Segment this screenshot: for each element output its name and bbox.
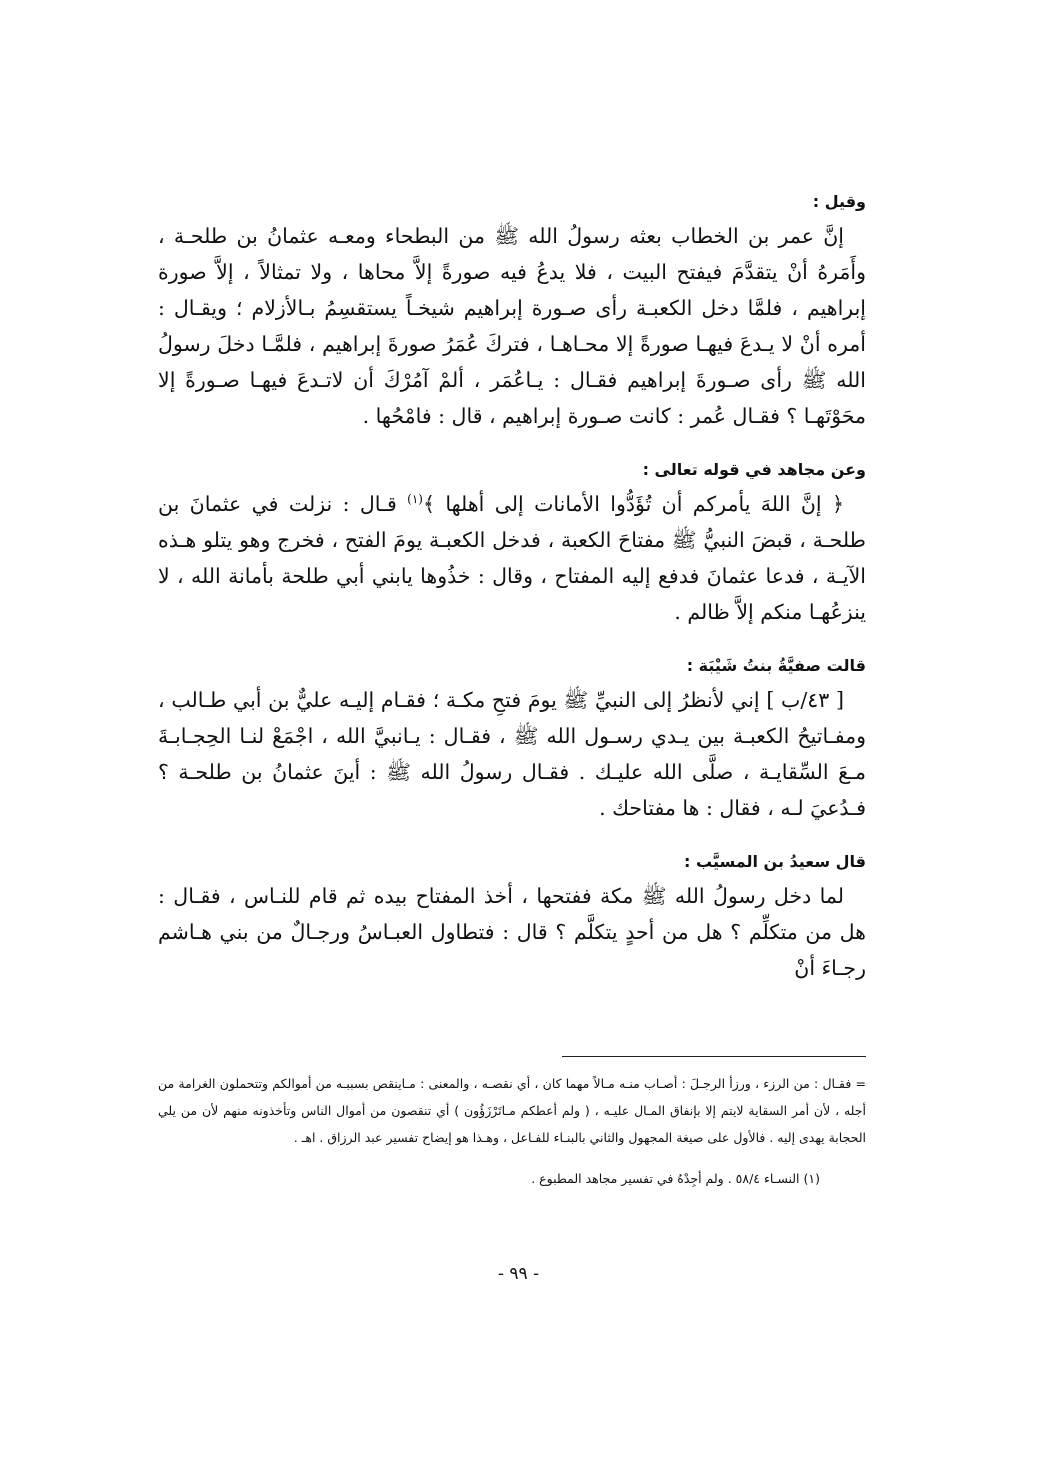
footnote-divider: [562, 1056, 866, 1057]
section-3: [158, 652, 866, 826]
section-4: [158, 848, 866, 986]
paragraph-text: إنَّ عمر بن الخطاب بعثه رسولُ الله ﷺ من البطحاء ومعـه عثمانُ بن طلحـة ، وأَمَرهُ أنْ يتقدَّمَ فيفتح البيت ، فلا يدعُ فيه صورةً إلاَّ محاها ، ولا تمثالاً ، إلاَّ صورة إبراهيم ، فلمَّا دخل الكعبـة رأى صـورة إبراهيم شيخـاً يستقسِمُ بـالأزلام ؛ ويقـال : أمره أنْ لا يـدعَ فيهـا صورةً إلا محـاهـا ، فتركَ عُمَرُ صورةَ إبراهيم ، فلمَّـا دخلَ رسولُ الله ﷺ رأى صـورةَ إبراهيم فقـال : يـاعُمَر ، ألمْ آمُرْكَ أن لاتـدعَ فيهـا صـورةً إلا محَوْتَهـا ؟ فقـال عُمر : كانت صـورة إبراهيم ، قال : فامْحُها .: [158, 224, 866, 428]
section-heading: قالت صفيَّةُ بنتُ شَيْبَة :: [686, 656, 866, 675]
footnotes: [158, 1070, 866, 1192]
paragraph-text: قـال : نزلت في عثمانَ بن طلحـة ، قبضَ النبيُّ ﷺ مفتاحَ الكعبة ، فدخل الكعبـة يومَ الفتح ، فخرج وهو يتلو هـذه الآيـة ، فدعا عثمانَ فدفع إليه المفتاح ، وقال : خذُوها يابني أبي طلحة بأمانة الله ، لا ينزعُهـا منكم إلاَّ ظالم .: [158, 492, 866, 624]
page-number: - ٩٩ -: [497, 1264, 540, 1284]
section-paragraph: [158, 682, 866, 826]
section-heading: قال سعيدُ بن المسيَّب :: [684, 852, 866, 871]
main-text: [158, 188, 866, 1008]
section-heading: وعن مجاهد في قوله تعالى :: [642, 460, 866, 479]
paragraph-text: [ ٤٣/ب ] إني لأنظرُ إلى النبيِّ ﷺ يومَ فتحِ مكـة ؛ فقـام إليـه عليٌّ بن أبي طـالب ، ومفـاتيحُ الكعبـة بين يـدي رسـول الله ﷺ ، فقـال : يـانبيَّ الله ، اجْمَعْ لنـا الحِجـابـةَ مـعَ السِّقايـة ، صلَّى الله عليـك . فقـال رسولُ الله ﷺ : أينَ عثمانُ بن طلحـة ؟ فـدُعيَ لـه ، فقال : ها مفتاحك .: [158, 688, 866, 820]
paragraph-text: لما دخل رسولُ الله ﷺ مكة ففتحها ، أخذ المفتاح بيده ثم قام للنـاس ، فقـال : هل من متكلِّم ؟ هل من أحدٍ يتكلَّم ؟ قال : فتطاول العبـاسُ ورجـالٌ من بني هـاشم رجـاءَ أنْ: [158, 884, 866, 980]
section-paragraph: [158, 218, 866, 434]
section-heading: وقيل :: [812, 192, 866, 211]
footnote-reference[interactable]: (١): [407, 492, 423, 507]
section-2: [158, 456, 866, 630]
section-paragraph: [158, 486, 866, 630]
footnote-continued: = فقـال : من الرزء ، ورزأ الرجـلَ : أصـاب منـه مـالاً مهما كان ، أي نقصـه ، والمعنى : مـاينقص بسببـه من أموالكم وتتحملون الغرامة من أجله ، لأن أمر السقاية لايتم إلا بإنفاق المـال عليـه ، ( ولم أعطكم مـاتَرْزَؤُون ) أي تنقصون من أموال الناس وتأخذونه منهم لأن من يلي الحجابة يهدى إليه . فالأول على صيغة المجهول والثاني بالبنـاء للفـاعل ، وهـذا هو إيضاح تفسير عبد الرزاق . اهـ .: [158, 1076, 866, 1145]
section-1: [158, 188, 866, 434]
quran-verse: ﴿ إنَّ اللهَ يأمركم أن تُؤَدُّوا الأمانات إلى أهلها ﴾: [422, 492, 844, 516]
section-paragraph: [158, 878, 866, 986]
footnote-1: (١) النسـاء ٥٨/٤ . ولم أجِدْهُ في تفسير مجاهد المطبوع .: [531, 1171, 820, 1186]
